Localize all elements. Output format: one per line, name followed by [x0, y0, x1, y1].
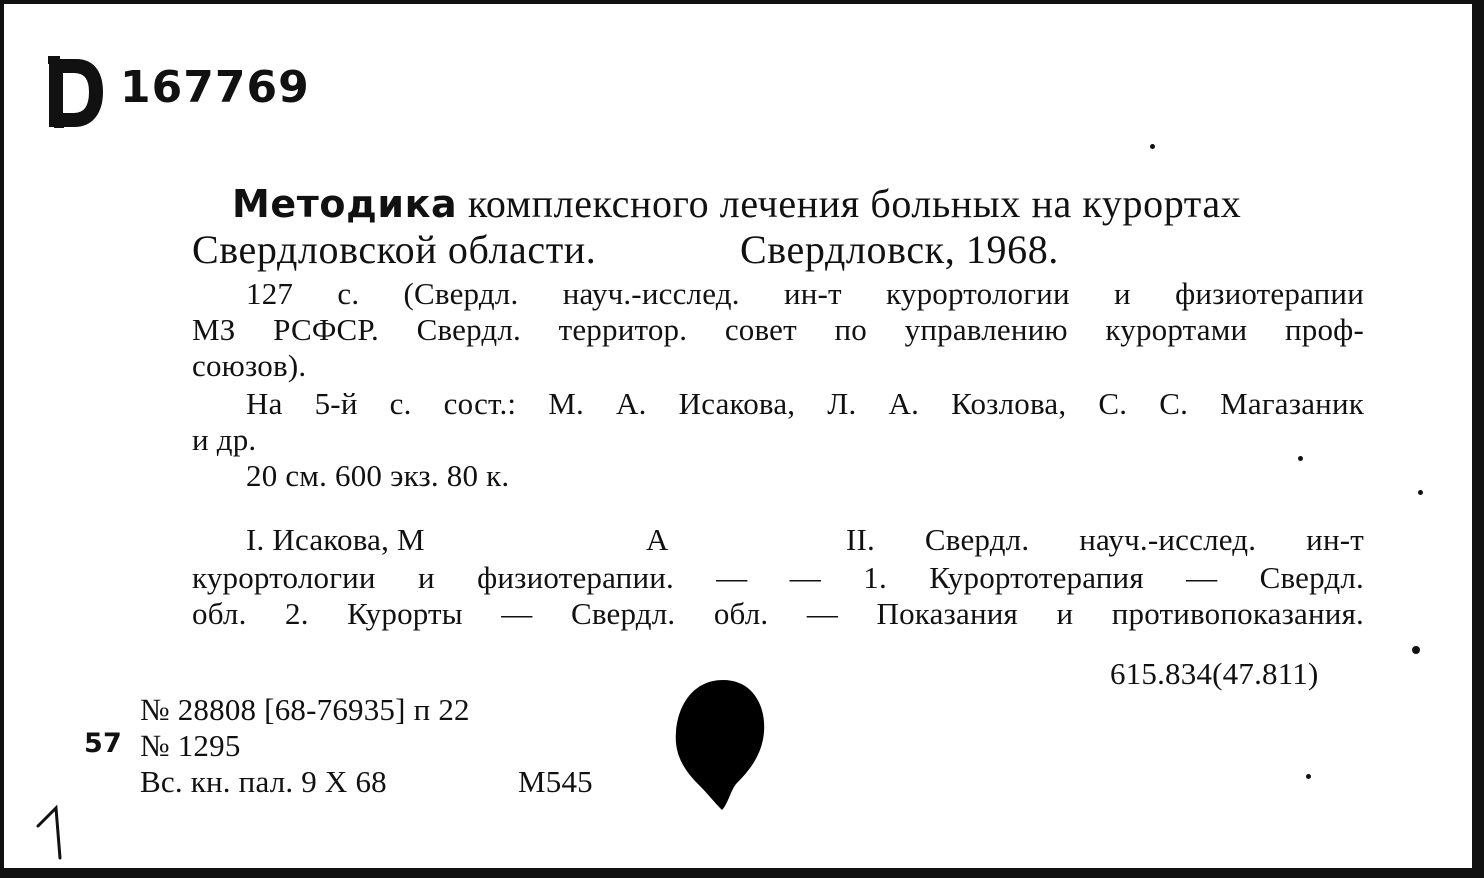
desc-line-3: союзов). — [192, 348, 307, 383]
heading-line-2: курортологии и физиотерапии. — — 1. Курортотерапия — Свердл. — [192, 560, 1364, 595]
card-bottom-edge — [0, 872, 1484, 878]
speck — [1418, 490, 1423, 495]
physical-description: 20 см. 600 экз. 80 к. — [246, 458, 510, 493]
stamp-number: 167769 — [120, 62, 310, 113]
title-line-2-left: Свердловской области. — [192, 227, 597, 272]
desc-line-1: 127 с. (Свердл. науч.-исслед. ин-т курортологии и физиотерапии — [246, 276, 1364, 311]
title-rest: комплексного лечения больных на курортах — [457, 181, 1242, 226]
title-line-2-right: Свердловск, 1968. — [740, 227, 1059, 272]
side-number: 57 — [84, 728, 122, 759]
speck — [1412, 646, 1420, 654]
handwritten-mark — [30, 800, 80, 860]
heading-author-initial: А — [646, 522, 669, 557]
title-bold: Методика — [232, 182, 458, 226]
footer-chamber: Вс. кн. пал. 9 Х 68 — [140, 764, 387, 799]
speck — [1306, 774, 1311, 779]
heading-author: I. Исакова, М — [246, 522, 425, 557]
heading-line-3: обл. 2. Курорты — Свердл. обл. — Показания и противопоказания. — [192, 596, 1364, 631]
title-line-1 — [232, 180, 1364, 227]
speck — [1298, 456, 1303, 461]
heading-institution: II. Свердл. науч.-исслед. ин-т — [846, 522, 1364, 557]
card-right-edge — [1476, 0, 1484, 878]
compilers-line-1: На 5-й с. сост.: М. А. Исакова, Л. А. Козлова, С. С. Магазаник — [246, 386, 1364, 421]
classification-code: 615.834(47.811) — [1110, 656, 1319, 691]
compilers-line-2: и др. — [192, 422, 257, 457]
speck — [1150, 144, 1155, 149]
stamp-letter-d — [46, 54, 104, 130]
desc-line-2: МЗ РСФСР. Свердл. территор. совет по управлению курортами проф- — [192, 312, 1364, 347]
second-record-number: № 1295 — [140, 728, 241, 763]
ink-blob — [668, 676, 778, 816]
record-number: № 28808 [68-76935] п 22 — [140, 692, 470, 727]
footer-code: М545 — [518, 764, 593, 799]
